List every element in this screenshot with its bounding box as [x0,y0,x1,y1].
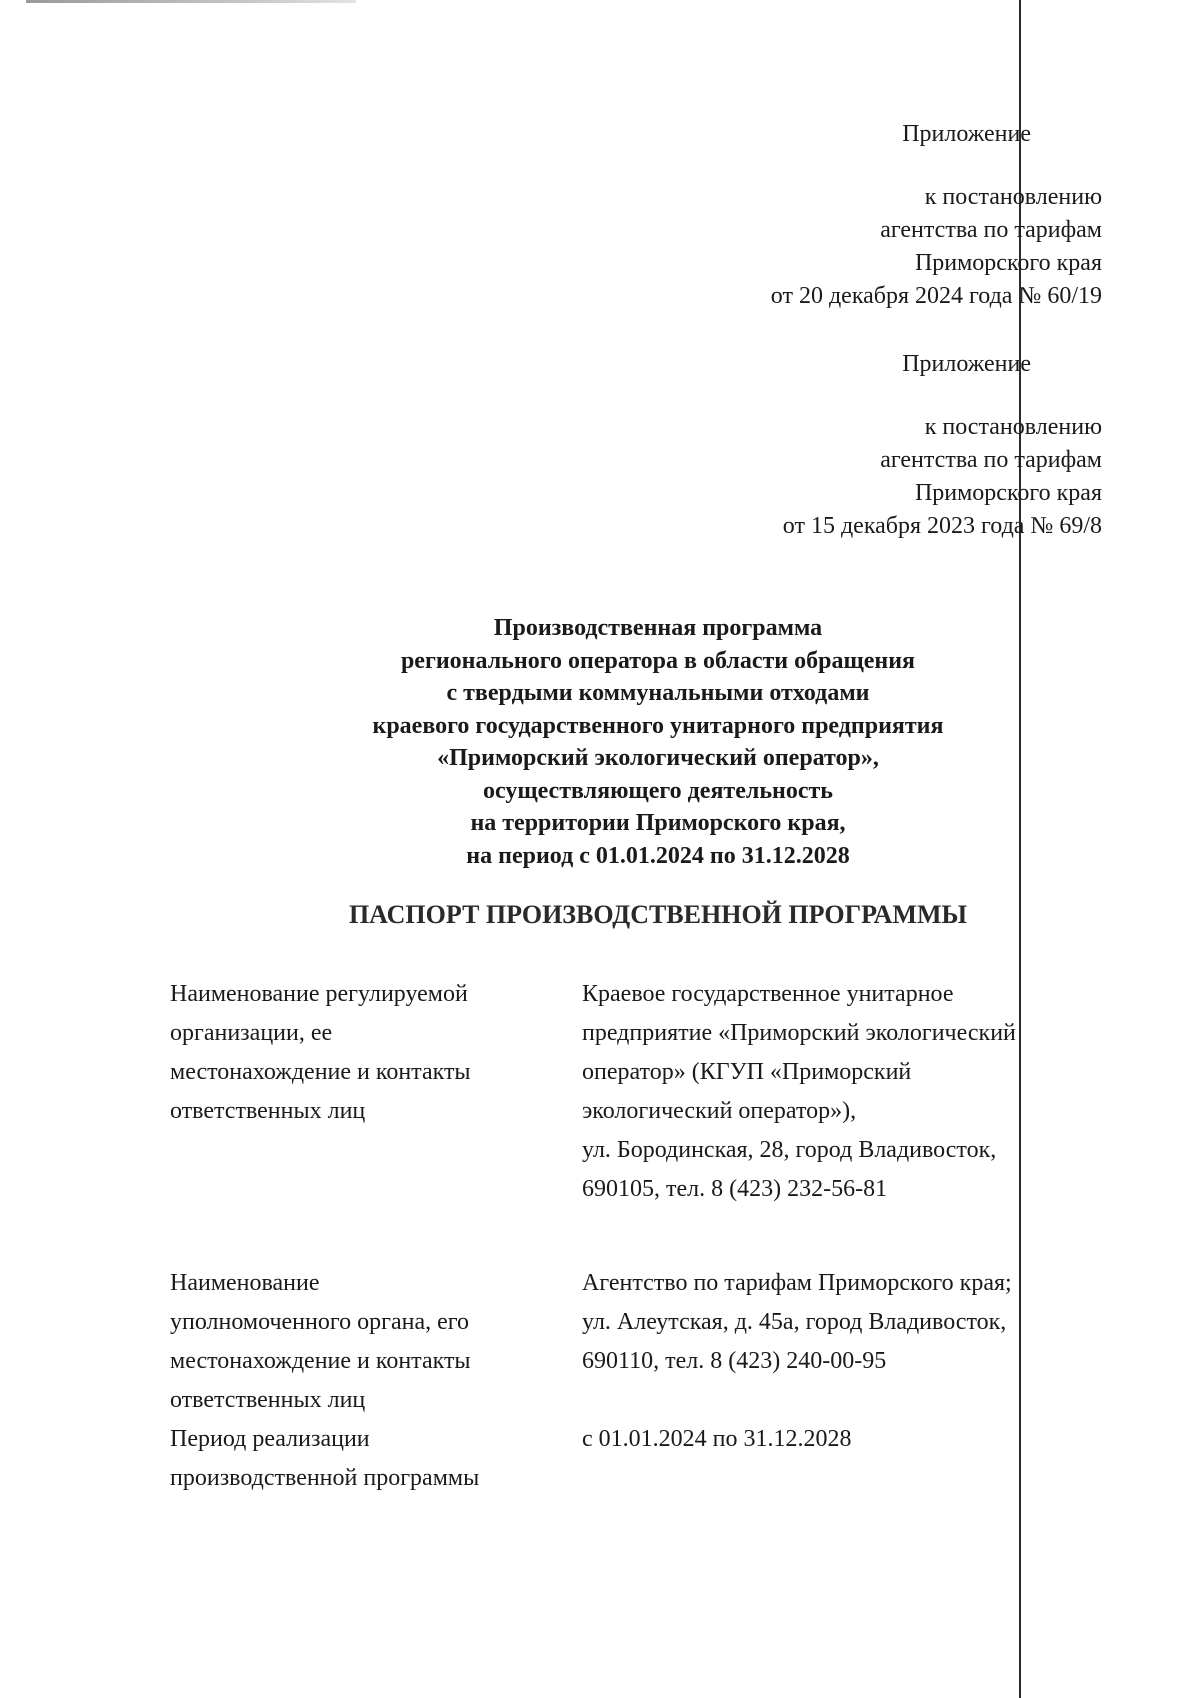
title-line: краевого государственного унитарного предприятия [372,712,944,739]
passport-row-value [582,1264,1130,1420]
title-line: регионального оператора в области обращения [400,647,916,674]
passport-row-value [582,975,1130,1209]
label-line: Период реализации [170,1426,370,1452]
value-line: ул. Алеутская, д. 45а, город Владивосток, [582,1309,1007,1335]
program-title [268,612,1048,872]
passport-row-regulated-organization [170,975,1130,1209]
appendix-line: Приморского края [914,480,1102,506]
label-line: Наименование регулируемой [170,981,468,1007]
title-line: на период с 01.01.2024 по 31.12.2028 [466,842,850,869]
passport-row-label [170,1264,582,1420]
label-line: местонахождение и контакты [170,1348,471,1374]
appendix-line: агентства по тарифам [880,217,1102,243]
scan-artifact-top [26,0,356,3]
appendix-line: Приморского края [914,250,1102,276]
label-line: уполномоченного органа, его [170,1309,470,1335]
value-line: Краевое государственное унитарное [582,981,954,1007]
passport-row-value [582,1420,1130,1498]
title-line: «Приморский экологический оператор», [437,745,879,771]
label-line: местонахождение и контакты [170,1059,471,1085]
value-line: с 01.01.2024 по 31.12.2028 [582,1426,852,1452]
appendix-label: Приложение [902,351,1031,377]
value-line: 690110, тел. 8 (423) 240-00-95 [582,1348,887,1374]
value-line: оператор» (КГУП «Приморский [582,1059,912,1085]
passport-row-label [170,975,582,1209]
appendix-label: Приложение [902,121,1031,147]
appendix-line: от 20 декабря 2024 года № 60/19 [770,283,1102,309]
passport-heading: ПАСПОРТ ПРОИЗВОДСТВЕННОЙ ПРОГРАММЫ [348,900,968,929]
label-line: ответственных лиц [170,1098,366,1124]
label-line: ответственных лиц [170,1387,366,1413]
appendix-line: от 15 декабря 2023 года № 69/8 [782,513,1102,539]
appendix-block-previous [783,348,1102,543]
appendix-line: к постановлению [924,184,1102,210]
passport-row-label [170,1420,582,1498]
appendix-line: к постановлению [924,414,1102,440]
value-line: 690105, тел. 8 (423) 232-56-81 [582,1176,888,1202]
value-line: Агентство по тарифам Приморского края; [582,1270,1012,1296]
value-line: экологический оператор»), [582,1098,857,1124]
title-line: Производственная программа [493,615,823,641]
passport-table [170,975,1130,1498]
appendix-block-current [771,118,1102,313]
title-line: с твердыми коммунальными отходами [446,680,870,706]
passport-row-implementation-period [170,1420,1130,1498]
title-line: осуществляющего деятельность [483,777,833,804]
appendix-line: агентства по тарифам [880,447,1102,473]
label-line: производственной программы [170,1465,480,1491]
title-line: на территории Приморского края, [470,810,846,836]
value-line: ул. Бородинская, 28, город Владивосток, [582,1137,997,1163]
passport-row-authorized-body [170,1264,1130,1420]
value-line: предприятие «Приморский экологический [582,1020,1016,1046]
label-line: организации, ее [170,1020,333,1046]
label-line: Наименование [170,1270,320,1296]
